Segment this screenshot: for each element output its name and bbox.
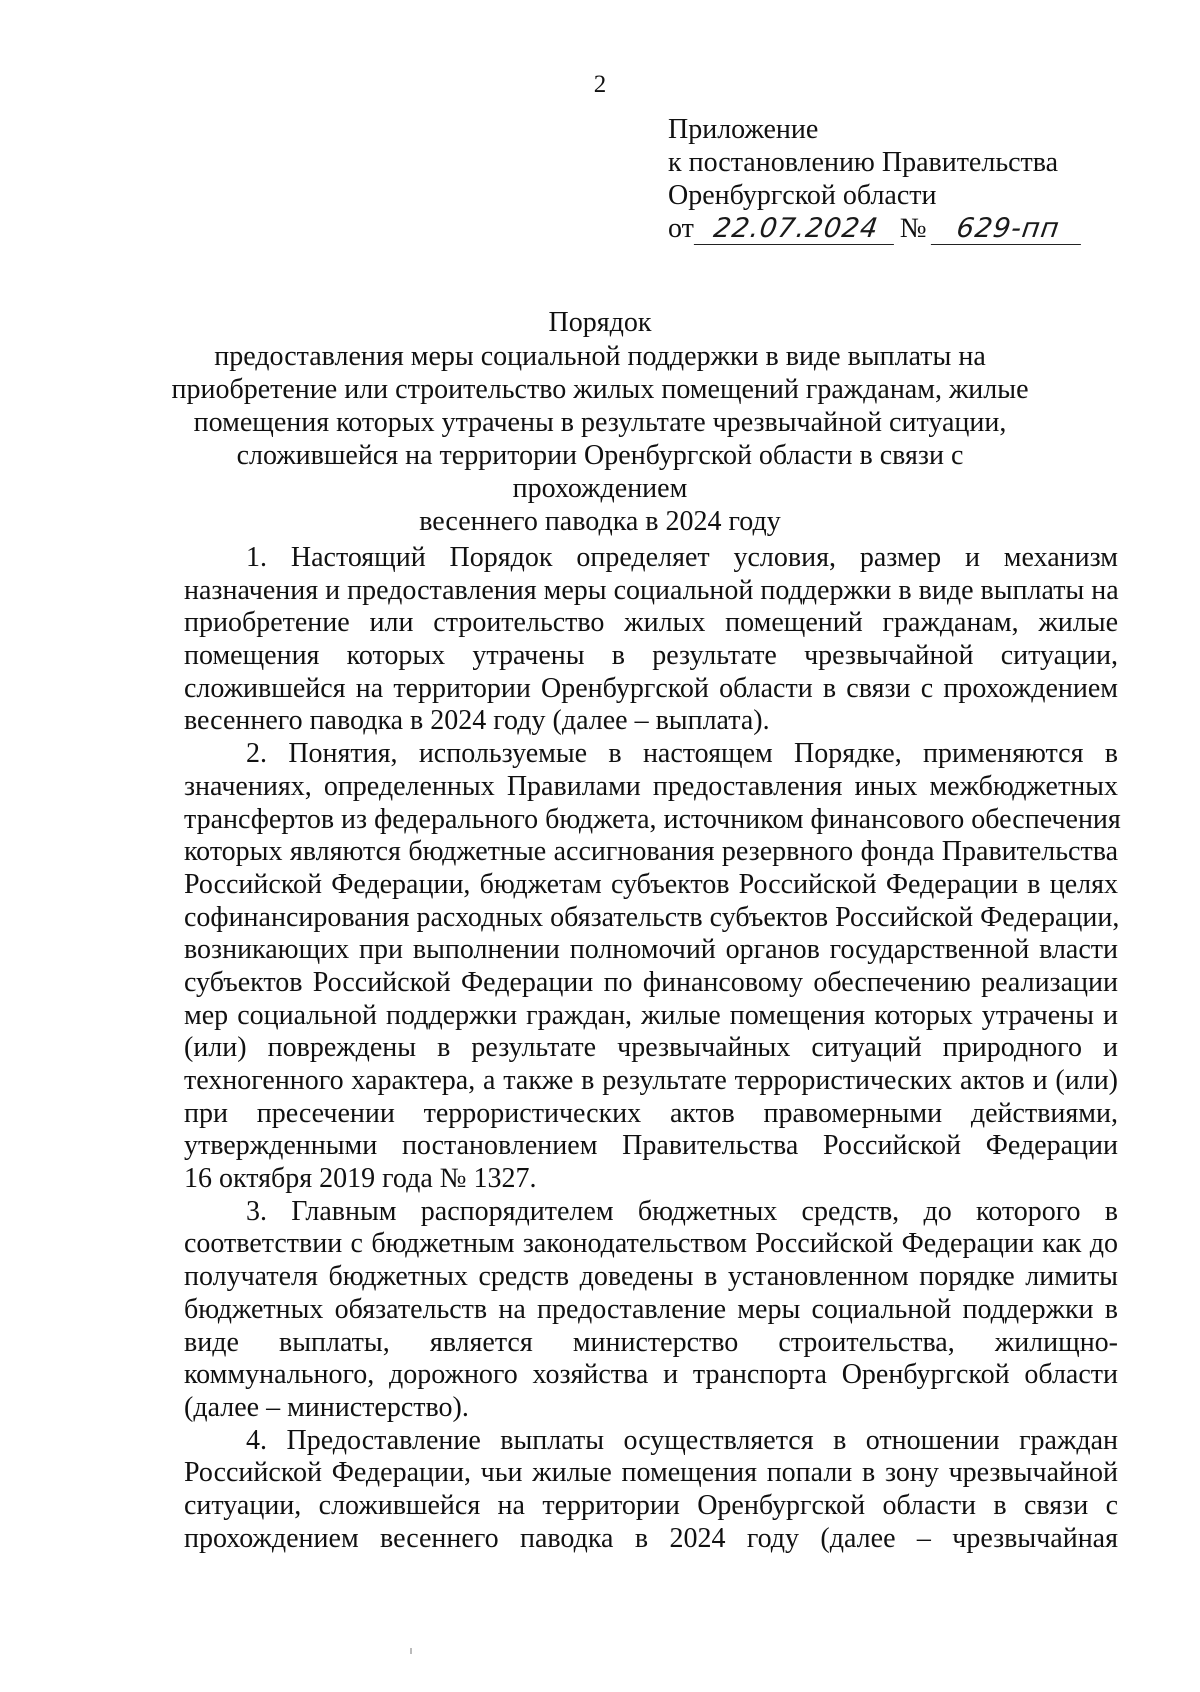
paragraph-2 bbox=[184, 738, 1121, 1196]
document-body bbox=[184, 542, 1121, 1555]
text-line: сложившейся на территории Оренбургской области в связи с прохождением bbox=[184, 672, 1118, 704]
appendix-title: Приложение bbox=[668, 114, 819, 145]
text-line: коммунального, дорожного хозяйства и транспорта Оренбургской области bbox=[184, 1359, 1118, 1391]
text-line: (или) повреждены в результате чрезвычайных ситуаций природного и bbox=[184, 1032, 1118, 1064]
text-line: 16 октября 2019 года № 1327. bbox=[184, 1163, 537, 1195]
appendix-region-line: Оренбургской области bbox=[668, 180, 937, 211]
from-label: от bbox=[668, 213, 694, 244]
text-line: 2. Понятия, используемые в настоящем Порядке, применяются в bbox=[246, 738, 1118, 770]
text-line: мер социальной поддержки граждан, жилые помещения которых утрачены и bbox=[184, 999, 1118, 1031]
heading-line: помещения которых утрачены в результате чрезвычайной ситуации, bbox=[193, 407, 1007, 438]
text-line: прохождением весеннего паводка в 2024 году (далее – чрезвычайная bbox=[184, 1522, 1118, 1554]
text-line: утвержденными постановлением Правительства Российской Федерации bbox=[184, 1130, 1118, 1162]
appendix-resolution-line: к постановлению Правительства bbox=[668, 147, 1059, 178]
text-line: ситуации, сложившейся на территории Оренбургской области в связи с bbox=[184, 1489, 1118, 1521]
text-line: Российской Федерации, чьи жилые помещения попали в зону чрезвычайной bbox=[184, 1457, 1118, 1489]
text-line: (далее – министерство). bbox=[184, 1391, 469, 1423]
text-line: субъектов Российской Федерации по финансовому обеспечению реализации bbox=[184, 966, 1118, 998]
text-line: получателя бюджетных средств доведены в установленном порядке лимиты bbox=[184, 1261, 1118, 1293]
text-line: бюджетных обязательств на предоставление меры социальной поддержки в bbox=[184, 1293, 1118, 1325]
text-line: виде выплаты, является министерство строительства, жилищно- bbox=[184, 1326, 1118, 1358]
text-line: возникающих при выполнении полномочий органов государственной власти bbox=[184, 934, 1118, 966]
heading-title: Порядок bbox=[548, 307, 652, 338]
paragraph-3 bbox=[184, 1196, 1118, 1425]
paragraph-1 bbox=[184, 542, 1118, 738]
text-line: соответствии с бюджетным законодательством Российской Федерации как до bbox=[184, 1228, 1118, 1260]
handwritten-date: 22.07.2024 bbox=[694, 214, 898, 245]
number-label: № bbox=[899, 213, 927, 244]
text-line: приобретение или строительство жилых помещений гражданам, жилые bbox=[184, 607, 1118, 639]
appendix-date-line bbox=[668, 212, 1128, 245]
text-line: 3. Главным распорядителем бюджетных средств, до которого в bbox=[246, 1195, 1118, 1227]
text-line: которых являются бюджетные ассигнования резервного фонда Правительства bbox=[184, 836, 1118, 868]
text-line: трансфертов из федерального бюджета, источником финансового обеспечения bbox=[184, 803, 1121, 835]
heading-line: предоставления меры социальной поддержки в виде выплаты на bbox=[214, 341, 986, 372]
paragraph-4 bbox=[184, 1425, 1118, 1556]
heading-line: приобретение или строительство жилых помещений гражданам, жилые bbox=[171, 374, 1029, 405]
text-line: техногенного характера, а также в результате террористических актов и (или) bbox=[184, 1065, 1118, 1096]
page-number: 2 bbox=[593, 71, 607, 98]
text-line: значениях, определенных Правилами предоставления иных межбюджетных bbox=[184, 770, 1118, 802]
heading-line: сложившейся на территории Оренбургской области в связи с прохождением bbox=[236, 440, 964, 504]
text-line: 1. Настоящий Порядок определяет условия, размер и механизм bbox=[246, 542, 1118, 573]
text-line: софинансирования расходных обязательств субъектов Российской Федерации, bbox=[184, 901, 1120, 933]
document-heading bbox=[150, 306, 1050, 538]
heading-line: весеннего паводка в 2024 году bbox=[419, 506, 781, 537]
handwritten-number: 629-пп bbox=[930, 214, 1084, 245]
appendix-block bbox=[668, 113, 1128, 245]
text-line: назначения и предоставления меры социальной поддержки в виде выплаты на bbox=[184, 574, 1119, 606]
scan-speck bbox=[410, 1648, 412, 1654]
text-line: весеннего паводка в 2024 году (далее – выплата). bbox=[184, 705, 770, 737]
text-line: помещения которых утрачены в результате чрезвычайной ситуации, bbox=[184, 640, 1118, 672]
text-line: 4. Предоставление выплаты осуществляется в отношении граждан bbox=[246, 1424, 1118, 1456]
text-line: при пресечении террористических актов правомерными действиями, bbox=[184, 1097, 1118, 1129]
text-line: Российской Федерации, бюджетам субъектов Российской Федерации в целях bbox=[184, 868, 1118, 900]
